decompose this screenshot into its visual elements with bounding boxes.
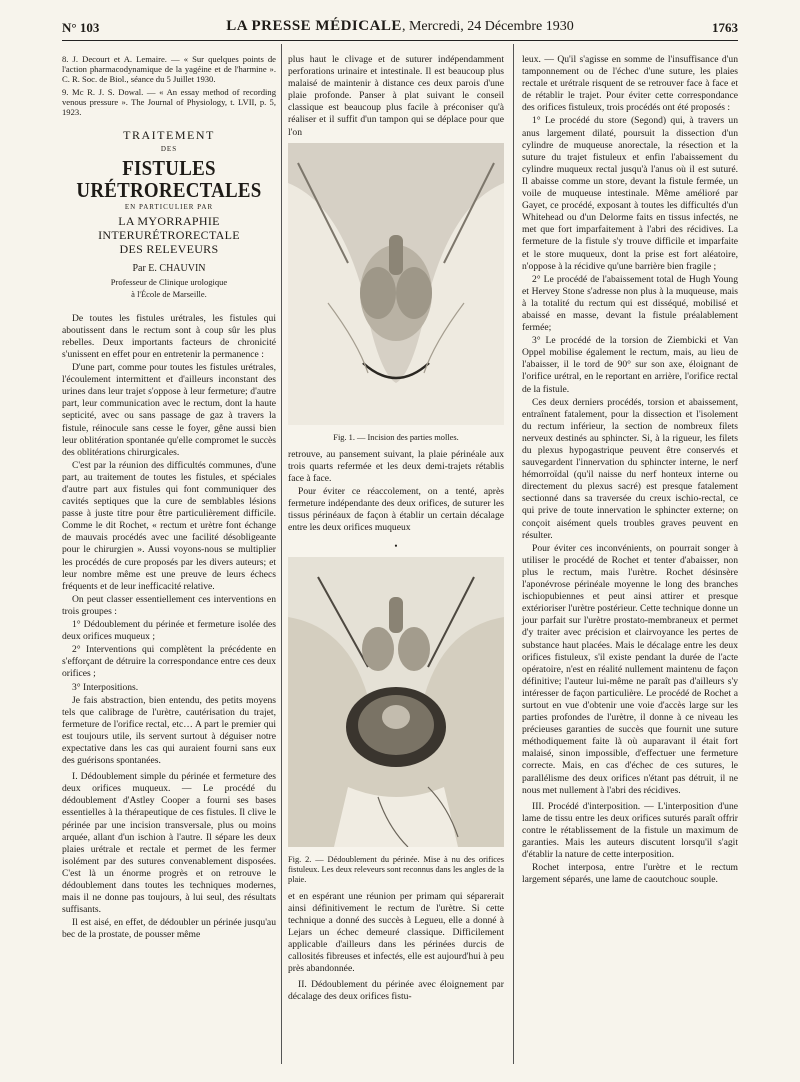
article-title: FISTULES URÉTRORECTALES — [76, 156, 262, 203]
paragraph: D'une part, comme pour toutes les fistules urétrales, l'écoulement intermittent et d'ailleurs inconstant des urines dans leur trajet s'oppose à leur fermeture; d'autre part, leur communication avec le rectum, dont la haute septicité, avec ou sans passage de gaz à travers la fistule, réinocule sans cesse le foyer, gêne aussi bien leur oblitération spontanée qu'elle compromet le succès des oblitérations chirurgicales. — [62, 362, 276, 458]
paragraph: De toutes les fistules urétrales, les fistules qui aboutissent dans le rectum sont à coup sûr les plus rebelles. Deux importants facteurs de chronicité s'unissent en effet pour en entretenir la permanence : — [62, 312, 276, 360]
section-3-paragraph: III. Procédé d'interposition. — L'interposition d'une lame de tissu entre les deux orifices suturés paraît offrir contre le rétablissement de la fistule un maximum de garanties. Mais les auteurs discutent lorsqu'il s'agit d'établir la nature de cette interposition. — [522, 800, 738, 861]
column-rule-2 — [513, 44, 514, 1064]
paragraph: On peut classer essentiellement ces interventions en trois groupes : — [62, 593, 276, 617]
heading-line-6: DES RELEVEURS — [119, 241, 219, 256]
article-heading — [62, 129, 276, 298]
list-item: 2° Interventions qui complètent la précédente en s'efforçant de détruire la correspondance entre ces deux orifices ; — [62, 644, 276, 680]
column-2 — [288, 54, 504, 1004]
figure-2 — [288, 557, 504, 885]
figure-2-illustration — [288, 557, 504, 847]
section-1-paragraph: I. Dédoublement simple du périnée et fermeture des deux orifices muqueux. — Le procédé du dédoublement d'Astley Cooper a fourni ses bases essentielles à la thérapeutique de ces fistules. Il clive le périnée par une incision transversale, plus ou moins arquée, allant d'un ischion à l'autre. Il sépare les deux plaies urétrale et rectale et permet de les fermer isolément par des sutures convenablement disposées. C'est là un énorme progrès et on retrouve le dédoublement dans toutes les techniques modernes, mais il ne donne pas toujours, à lui seul, des résultats suffisants. — [62, 771, 276, 916]
paragraph: Ces deux derniers procédés, torsion et abaissement, entraînent fatalement, pour la dissection et l'isolement du rectum inférieur, la section de nombreux filets nerveux destinés au sphincter. Si, à la rigueur, les filets du plexus hypogastrique peuvent être conservés et sauvegardent l'innervation du sphincter interne, le nerf hémorroïdal (qu'il naisse du nerf honteux interne ou directement du plexus sacré) est presque fatalement sectionné dans sa traversée du creux ischio-rectal, ce qui prive de toute innervation le sphincter externe; on conçoit aisément quels troubles graves peuvent en résulter. — [522, 396, 738, 541]
journal-name: LA PRESSE MÉDICALE — [226, 18, 402, 34]
page-header — [62, 18, 738, 41]
paragraph: leux. — Qu'il s'agisse en somme de l'insuffisance d'un tamponnement ou de l'échec d'une suture, les plaies rectale et urétrale risquent de se retrouver face à face et de rétablir le trajet. Pour éviter cette correspondance des orifices fistuleux, trois procédés ont été proposés : — [522, 54, 738, 114]
column-rule-1 — [281, 44, 282, 1064]
list-item: 1° Le procédé du store (Segond) qui, à travers un anus largement dilaté, poursuit la dissection d'un cylindre de muqueuse anorectale, la résection et la suture du trajet fistuleux et enfin l'abaissement du cylindre muqueux rectal jusqu'à l'anus où il est suturé. Il abaisse comme un store, devant la fistule fermée, un voile de muqueuse intestinale. Même amélioré par Gayet, ce procédé, exposant à toutes les difficultés d'un Whitehead ou d'un Delorme faits en tissus infectés, ne met que fort imparfaitement à l'abri des récidives. La fermeture de la fistule s'y trouve difficile et imparfaite et le store muqueux, dont la prise est fort aléatoire, n'oppose à la récidive qu'une barrière bien fragile ; — [522, 115, 738, 272]
journal-title — [62, 18, 738, 35]
article-author: Par E. CHAUVIN — [132, 262, 206, 274]
heading-line-2: DES — [160, 145, 178, 154]
reference-9: 9. Mc R. J. S. Dowal. — « An essay method of recording venous pressure ». The Journal of Physiology, t. LVII, p. 5, 1923. — [62, 86, 276, 118]
list-item: 1° Dédoublement du périnée et fermeture isolée des deux orifices muqueux ; — [62, 619, 276, 643]
figure-1-illustration — [288, 143, 504, 425]
paragraph: plus haut le clivage et de suturer indépendamment perforations urinaire et intestinale. Il est beaucoup plus malaisé de maintenir à distance ces deux parois d'une plaie profonde. Panser à plat suivant le conseil classique est beaucoup plus facile à préconiser qu'à réaliser et il suffit d'un tampon qui se déplace pour que l'on — [288, 54, 504, 138]
paragraph: Il est aisé, en effet, de dédoubler un périnée jusqu'au bec de la prostate, de pousser même — [62, 917, 276, 941]
issue-number: N° 103 — [62, 20, 100, 35]
paragraph: et en espérant une réunion per primam qui séparerait ainsi définitivement le rectum de l'urètre. Si cette technique a donné des succès à Legueu, elle a donné à Lejars un échec demeuré classique. Difficilement applicable d'ailleurs dans les périnées durcis de callosités fibreuses et infectés, elle est aujourd'hui à peu près abandonnée. — [288, 890, 504, 975]
heading-line-4: EN PARTICULIER PAR — [124, 203, 214, 212]
paragraph: retrouve, au pansement suivant, la plaie périnéale aux trois quarts refermée et les deux demi-trajets rétablis face à face. — [288, 448, 504, 484]
paragraph: Pour éviter ce réaccolement, on a tenté, après fermeture indépendante des deux orifices, de suturer les tissus périnéaux de façon à établir un certain décalage entre les deux orifices muqueux — [288, 486, 504, 534]
issue-date: , Mercredi, 24 Décembre 1930 — [401, 19, 574, 34]
column-1 — [62, 54, 276, 942]
separator-mark: • — [394, 541, 398, 552]
figure-1 — [288, 143, 504, 443]
list-item: 3° Interpositions. — [72, 681, 139, 693]
figure-1-caption: Fig. 1. — Incision des parties molles. — [333, 432, 459, 442]
heading-line-5: LA MYORRAPHIE INTERURÉTRORECTALE — [98, 213, 240, 242]
reference-8: 8. J. Decourt et A. Lemaire. — « Sur quelques points de l'action pharmacodynamique de la yagéine et de l'harmine ». C. R. Soc. de Biol., séance du 5 Juillet 1930. — [62, 54, 276, 85]
page-number: 1763 — [712, 20, 738, 35]
figure-2-caption: Fig. 2. — Dédoublement du périnée. Mise à nu des orifices fistuleux. Les deux releveurs sont reconnus dans les angles de la plaie. — [288, 854, 504, 884]
author-affiliation-1: Professeur de Clinique urologique — [110, 276, 228, 287]
author-affiliation-2: à l'École de Marseille. — [131, 288, 207, 299]
list-item: 2° Le procédé de l'abaissement total de Hugh Young et Hervey Stone s'adresse non plus à la muqueuse, mais à la totalité du rectum qui est disséqué, mobilisé et abaissé en masse, devant la fistule préalablement fermée; — [522, 273, 738, 334]
column-3 — [522, 54, 738, 887]
paragraph: Rochet interposa, entre l'urètre et le rectum largement séparés, une lame de caoutchouc souple. — [522, 862, 738, 886]
section-2-heading: II. Dédoublement du périnée avec éloignement par décalage des deux orifices fistu- — [288, 979, 504, 1003]
paragraph: Je fais abstraction, bien entendu, des petits moyens tels que calibrage de l'urètre, cautérisation du trajet, fermeture de l'orifice rectal, etc… A part le premier qui est toujours utile, ils servent surtout à déguiser notre expectative dans les cas qui auraient fourni sans eux des guérisons spontanées. — [62, 694, 276, 767]
list-item: 3° Le procédé de la torsion de Ziembicki et Van Oppel mobilise également le rectum, mais, au lieu de l'abaisser, il le tord de 90° sur son axe, éloignant de l'orifice urétral, en le reportant en arrière, l'orifice rectal de la fistule. — [522, 335, 738, 395]
paragraph: Pour éviter ces inconvénients, on pourrait songer à utiliser le procédé de Rochet et tenter d'abaisser, non plus le rectum, mais l'urètre. Rochet désinsère l'aponévrose périnéale moyenne le long des branches ischiopubiennes et peut ainsi attirer et presque extérioriser l'urètre postérieur. Cette technique donne un jour parfait sur l'urètre prostato-membraneux et permet d'y traiter avec précision et clairvoyance les pertes de substance haut placées. Mais le décalage entre les deux orifices fistuleux, s'il existe pendant la durée de l'acte opératoire, n'est en réalité nullement maintenu de façon définitive; l'auteur lui-même ne paraît pas d'ailleurs s'y intéresser de façon particulière. Le procédé de Rochet a surtout en vue d'obtenir une voie d'accès large sur les parties profondes de l'urètre, il donne à ce niveau les précieuses garanties de succès que fournit une suture méthodiquement faite là où auparavant il était fort malaisé, sinon impossible, d'effectuer une fermeture correcte. Mais, en cas d'échec de ces sutures, le parallélisme des deux orifices n'étant pas détruit, il ne nous met nullement à l'abri des récidives. — [522, 542, 738, 796]
heading-line-1: TRAITEMENT — [123, 128, 215, 143]
paragraph: C'est par la réunion des difficultés communes, d'une part, au traitement de toutes les fistules, et spéciales d'autre part aux fistules qui font communiquer des cavités septiques que la cure de semblables lésions passe à juste titre pour être particulièrement difficile. Comme le dit Rochet, « rectum et urètre font échange de mauvais procédés avec une facilité désobligeante pour le chirurgien ». Aussi voyons-nous se multiplier les procédés de cure proposés par les divers auteurs; et leur nombre même est une preuve de leurs échecs fréquents et de leur inefficacité relative. — [62, 459, 276, 592]
